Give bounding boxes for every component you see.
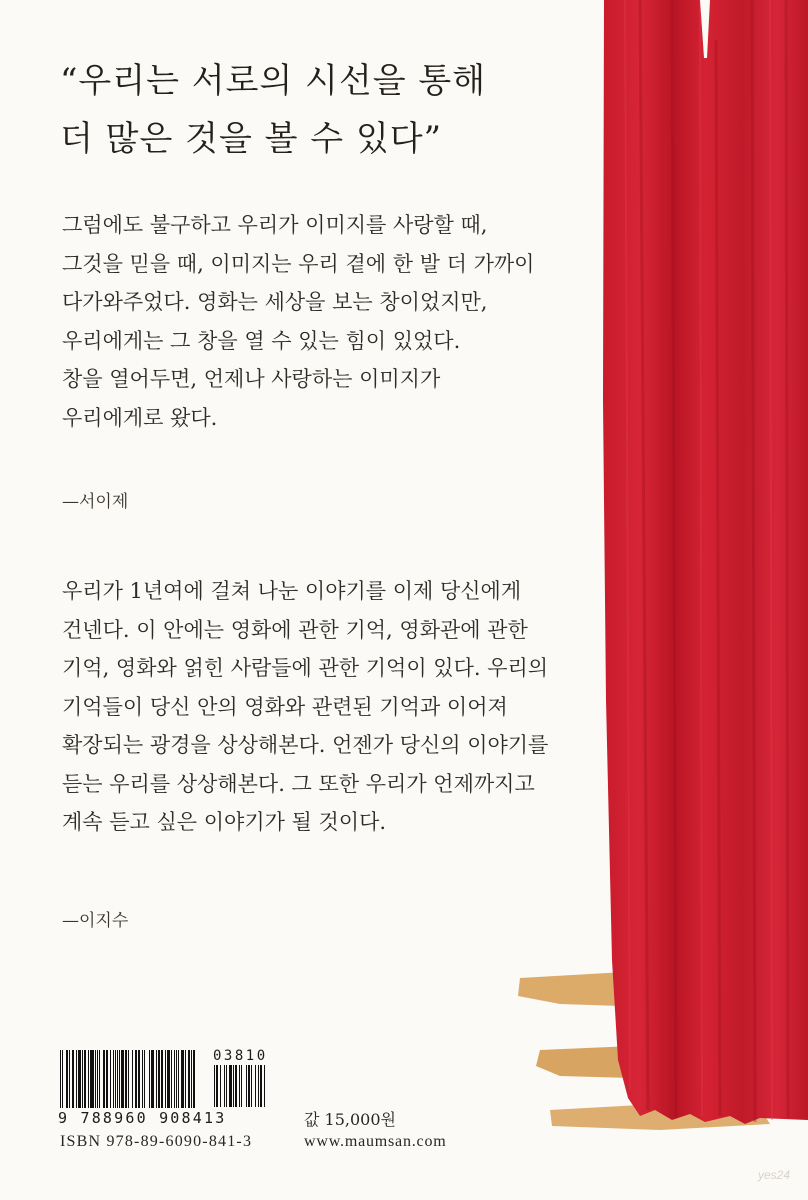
barcode-bar (84, 1050, 86, 1108)
passage-line: 창을 열어두면, 언제나 사랑하는 이미지가 (62, 367, 441, 391)
publisher-website: www.maumsan.com (304, 1133, 447, 1150)
passage-line: 우리가 1년여에 걸쳐 나눈 이야기를 이제 당신에게 (62, 579, 522, 603)
barcode-bar (165, 1050, 166, 1108)
barcode-bar (229, 1065, 232, 1107)
barcode-bar (76, 1050, 77, 1108)
passage-line: 듣는 우리를 상상해본다. 그 또한 우리가 언제까지고 (62, 771, 535, 796)
passage-line: 우리에게는 그 창을 열 수 있는 힘이 있었다. (62, 328, 461, 353)
signature-seo-ije: —서이제 (62, 492, 129, 512)
price-label: 값 15,000원 (304, 1110, 396, 1129)
barcode-bar (258, 1065, 259, 1107)
passage-line: 다가와주었다. 영화는 세상을 보는 창이었지만, (62, 290, 488, 314)
barcode-bar (174, 1050, 175, 1108)
barcode-bar (128, 1050, 129, 1108)
barcode-bar (158, 1050, 160, 1108)
barcode-bar (66, 1050, 68, 1108)
addon-barcode (214, 1065, 288, 1107)
barcode-bar (241, 1065, 242, 1107)
headline-quote (60, 52, 486, 168)
barcode-bar (106, 1050, 108, 1108)
ean-barcode (60, 1050, 206, 1108)
barcode-bar (72, 1050, 74, 1108)
signature-lee-jisu: —이지수 (62, 911, 129, 931)
barcode-bar (216, 1065, 218, 1107)
passage-lee-jisu (62, 572, 548, 842)
barcode-bar (251, 1065, 252, 1107)
barcode-bar (214, 1065, 215, 1107)
barcode-bar (115, 1050, 116, 1108)
barcode-bar (119, 1050, 120, 1108)
barcode-bar (142, 1050, 143, 1108)
passage-line: 확장되는 광경을 상상해본다. 언젠가 당신의 이야기를 (62, 733, 549, 757)
barcode-bar (90, 1050, 94, 1108)
barcode-bar (138, 1050, 140, 1108)
addon-digits: 03810 (213, 1048, 268, 1064)
barcode-bar (191, 1050, 192, 1108)
barcode-bar (188, 1050, 190, 1108)
barcode-bar (178, 1050, 179, 1108)
passage-seo-ije (62, 206, 534, 437)
barcode-bar (62, 1050, 63, 1108)
barcode-bar (151, 1050, 154, 1108)
barcode-bar (113, 1050, 114, 1108)
barcode-bar (110, 1050, 111, 1108)
barcode-bar (97, 1050, 98, 1108)
barcode-bar (149, 1050, 150, 1108)
barcode-bar (60, 1050, 61, 1108)
passage-line: 기억, 영화와 얽힌 사람들에 관한 기억이 있다. 우리의 (62, 656, 549, 680)
barcode-bar (255, 1065, 256, 1107)
barcode-bar (185, 1050, 186, 1108)
barcode-bar (82, 1050, 83, 1108)
barcode-bar (156, 1050, 157, 1108)
barcode-bar (176, 1050, 177, 1108)
barcode-bar (135, 1050, 137, 1108)
barcode-bar (220, 1065, 221, 1107)
passage-line: 계속 듣고 싶은 이야기가 될 것이다. (62, 810, 387, 834)
barcode-bar (233, 1065, 234, 1107)
headline-line-1: “우리는 서로의 시선을 통해 (60, 61, 487, 101)
isbn-number: ISBN 978-89-6090-841-3 (60, 1133, 253, 1150)
watermark-logo: yes24 (758, 1168, 791, 1182)
barcode-bar (99, 1050, 100, 1108)
barcode-bar (181, 1050, 184, 1108)
barcode-bar (235, 1065, 237, 1107)
barcode-bar (167, 1050, 170, 1108)
barcode-bar (125, 1050, 127, 1108)
tape-strips (518, 970, 808, 1130)
barcode-bar (121, 1050, 124, 1108)
barcode-bar (78, 1050, 81, 1108)
barcode-bar (88, 1050, 89, 1108)
barcode-bar (69, 1050, 70, 1108)
barcode-bar (132, 1050, 133, 1108)
barcode-bar (260, 1065, 262, 1107)
barcode-bar (144, 1050, 145, 1108)
passage-line: 기억들이 당신 안의 영화와 관련된 기억과 이어져 (62, 694, 508, 719)
barcode-bar (246, 1065, 247, 1107)
passage-line: 그것을 믿을 때, 이미지는 우리 곁에 한 발 더 가까이 (62, 251, 535, 276)
barcode-bar (248, 1065, 250, 1107)
barcode-bar (193, 1050, 195, 1108)
barcode-bar (171, 1050, 172, 1108)
passage-line: 건넨다. 이 안에는 영화에 관한 기억, 영화관에 관한 (62, 617, 528, 642)
passage-line: 그럼에도 불구하고 우리가 이미지를 사랑할 때, (62, 213, 488, 237)
barcode-bar (226, 1065, 227, 1107)
barcode-bar (103, 1050, 105, 1108)
barcode-bar (161, 1050, 163, 1108)
barcode-bar (224, 1065, 225, 1107)
barcode-bar (264, 1065, 265, 1107)
headline-line-2: 더 많은 것을 볼 수 있다” (60, 119, 443, 159)
ean-digits: 9 788960 908413 (58, 1109, 227, 1127)
barcode-bar (117, 1050, 118, 1108)
passage-line: 우리에게로 왔다. (62, 405, 218, 430)
barcode-bar (239, 1065, 240, 1107)
barcode-bar (95, 1050, 96, 1108)
